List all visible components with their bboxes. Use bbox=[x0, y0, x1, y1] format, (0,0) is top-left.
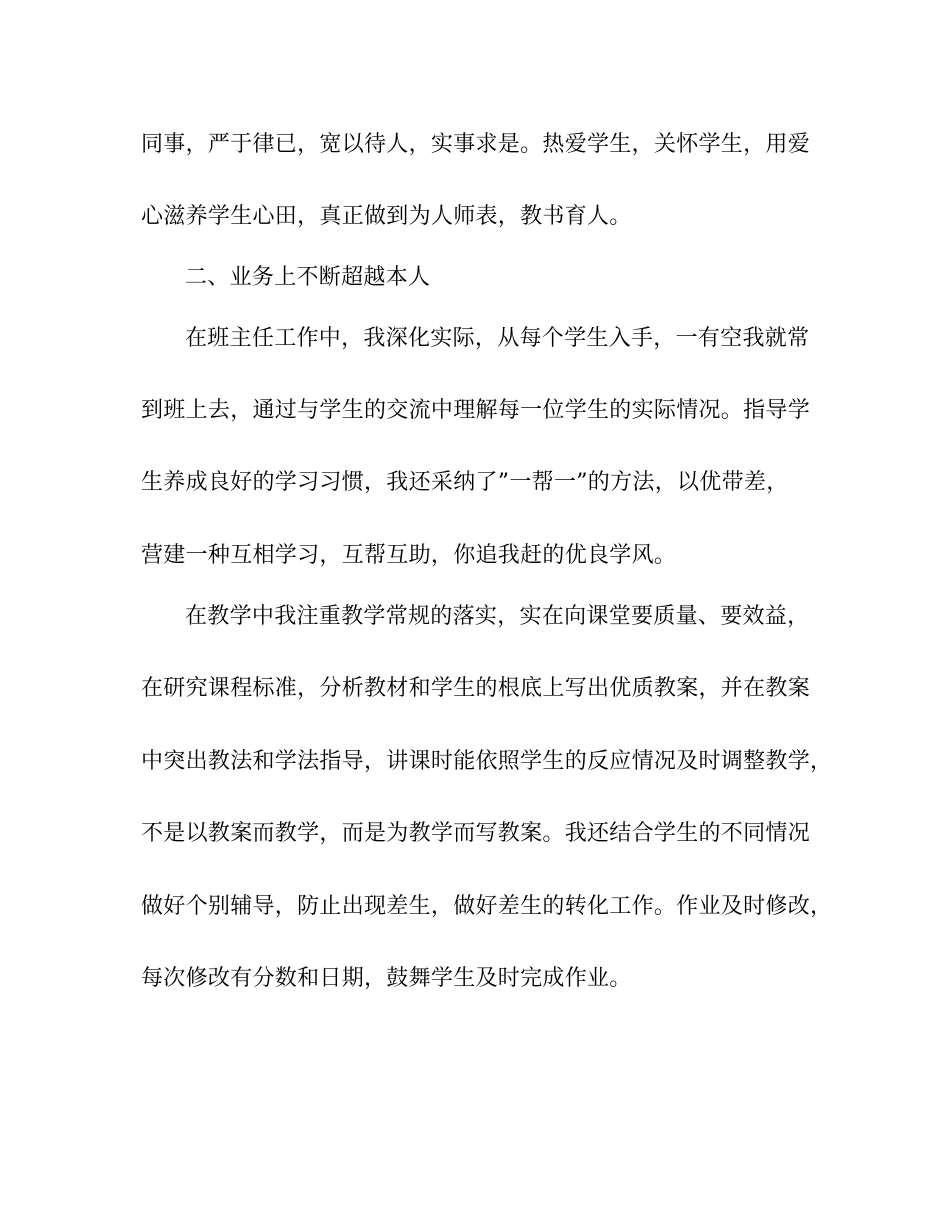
paragraph-line: 到班上去，通过与学生的交流中理解每一位学生的实际情况。指导学 bbox=[141, 398, 811, 423]
paragraph-line: 不是以教案而教学，而是为教学而写教案。我还结合学生的不同情况 bbox=[141, 821, 811, 846]
section-heading: 二、业务上不断超越本人 bbox=[185, 265, 431, 290]
paragraph-line: 在教学中我注重教学常规的落实，实在向课堂要质量、要效益， bbox=[185, 604, 810, 629]
paragraph-line: 营建一种互相学习，互帮互助，你追我赶的优良学风。 bbox=[141, 543, 677, 568]
paragraph-line: 生养成良好的学习习惯，我还采纳了”一帮一”的方法，以优带差， bbox=[141, 470, 789, 495]
paragraph-line: 同事，严于律已，宽以待人，实事求是。热爱学生，关怀学生，用爱 bbox=[141, 132, 811, 157]
paragraph-line: 在班主任工作中，我深化实际，从每个学生入手，一有空我就常 bbox=[185, 326, 810, 351]
paragraph-line: 中突出教法和学法指导，讲课时能依照学生的反应情况及时调整教学， bbox=[141, 749, 833, 774]
paragraph-line: 心滋养学生心田，真正做到为人师表，教书育人。 bbox=[141, 204, 632, 229]
paragraph-line: 做好个别辅导，防止出现差生，做好差生的转化工作。作业及时修改， bbox=[141, 894, 833, 919]
paragraph-line: 每次修改有分数和日期，鼓舞学生及时完成作业。 bbox=[141, 966, 632, 991]
paragraph-line: 在研究课程标准，分析教材和学生的根底上写出优质教案，并在教案 bbox=[141, 676, 811, 701]
